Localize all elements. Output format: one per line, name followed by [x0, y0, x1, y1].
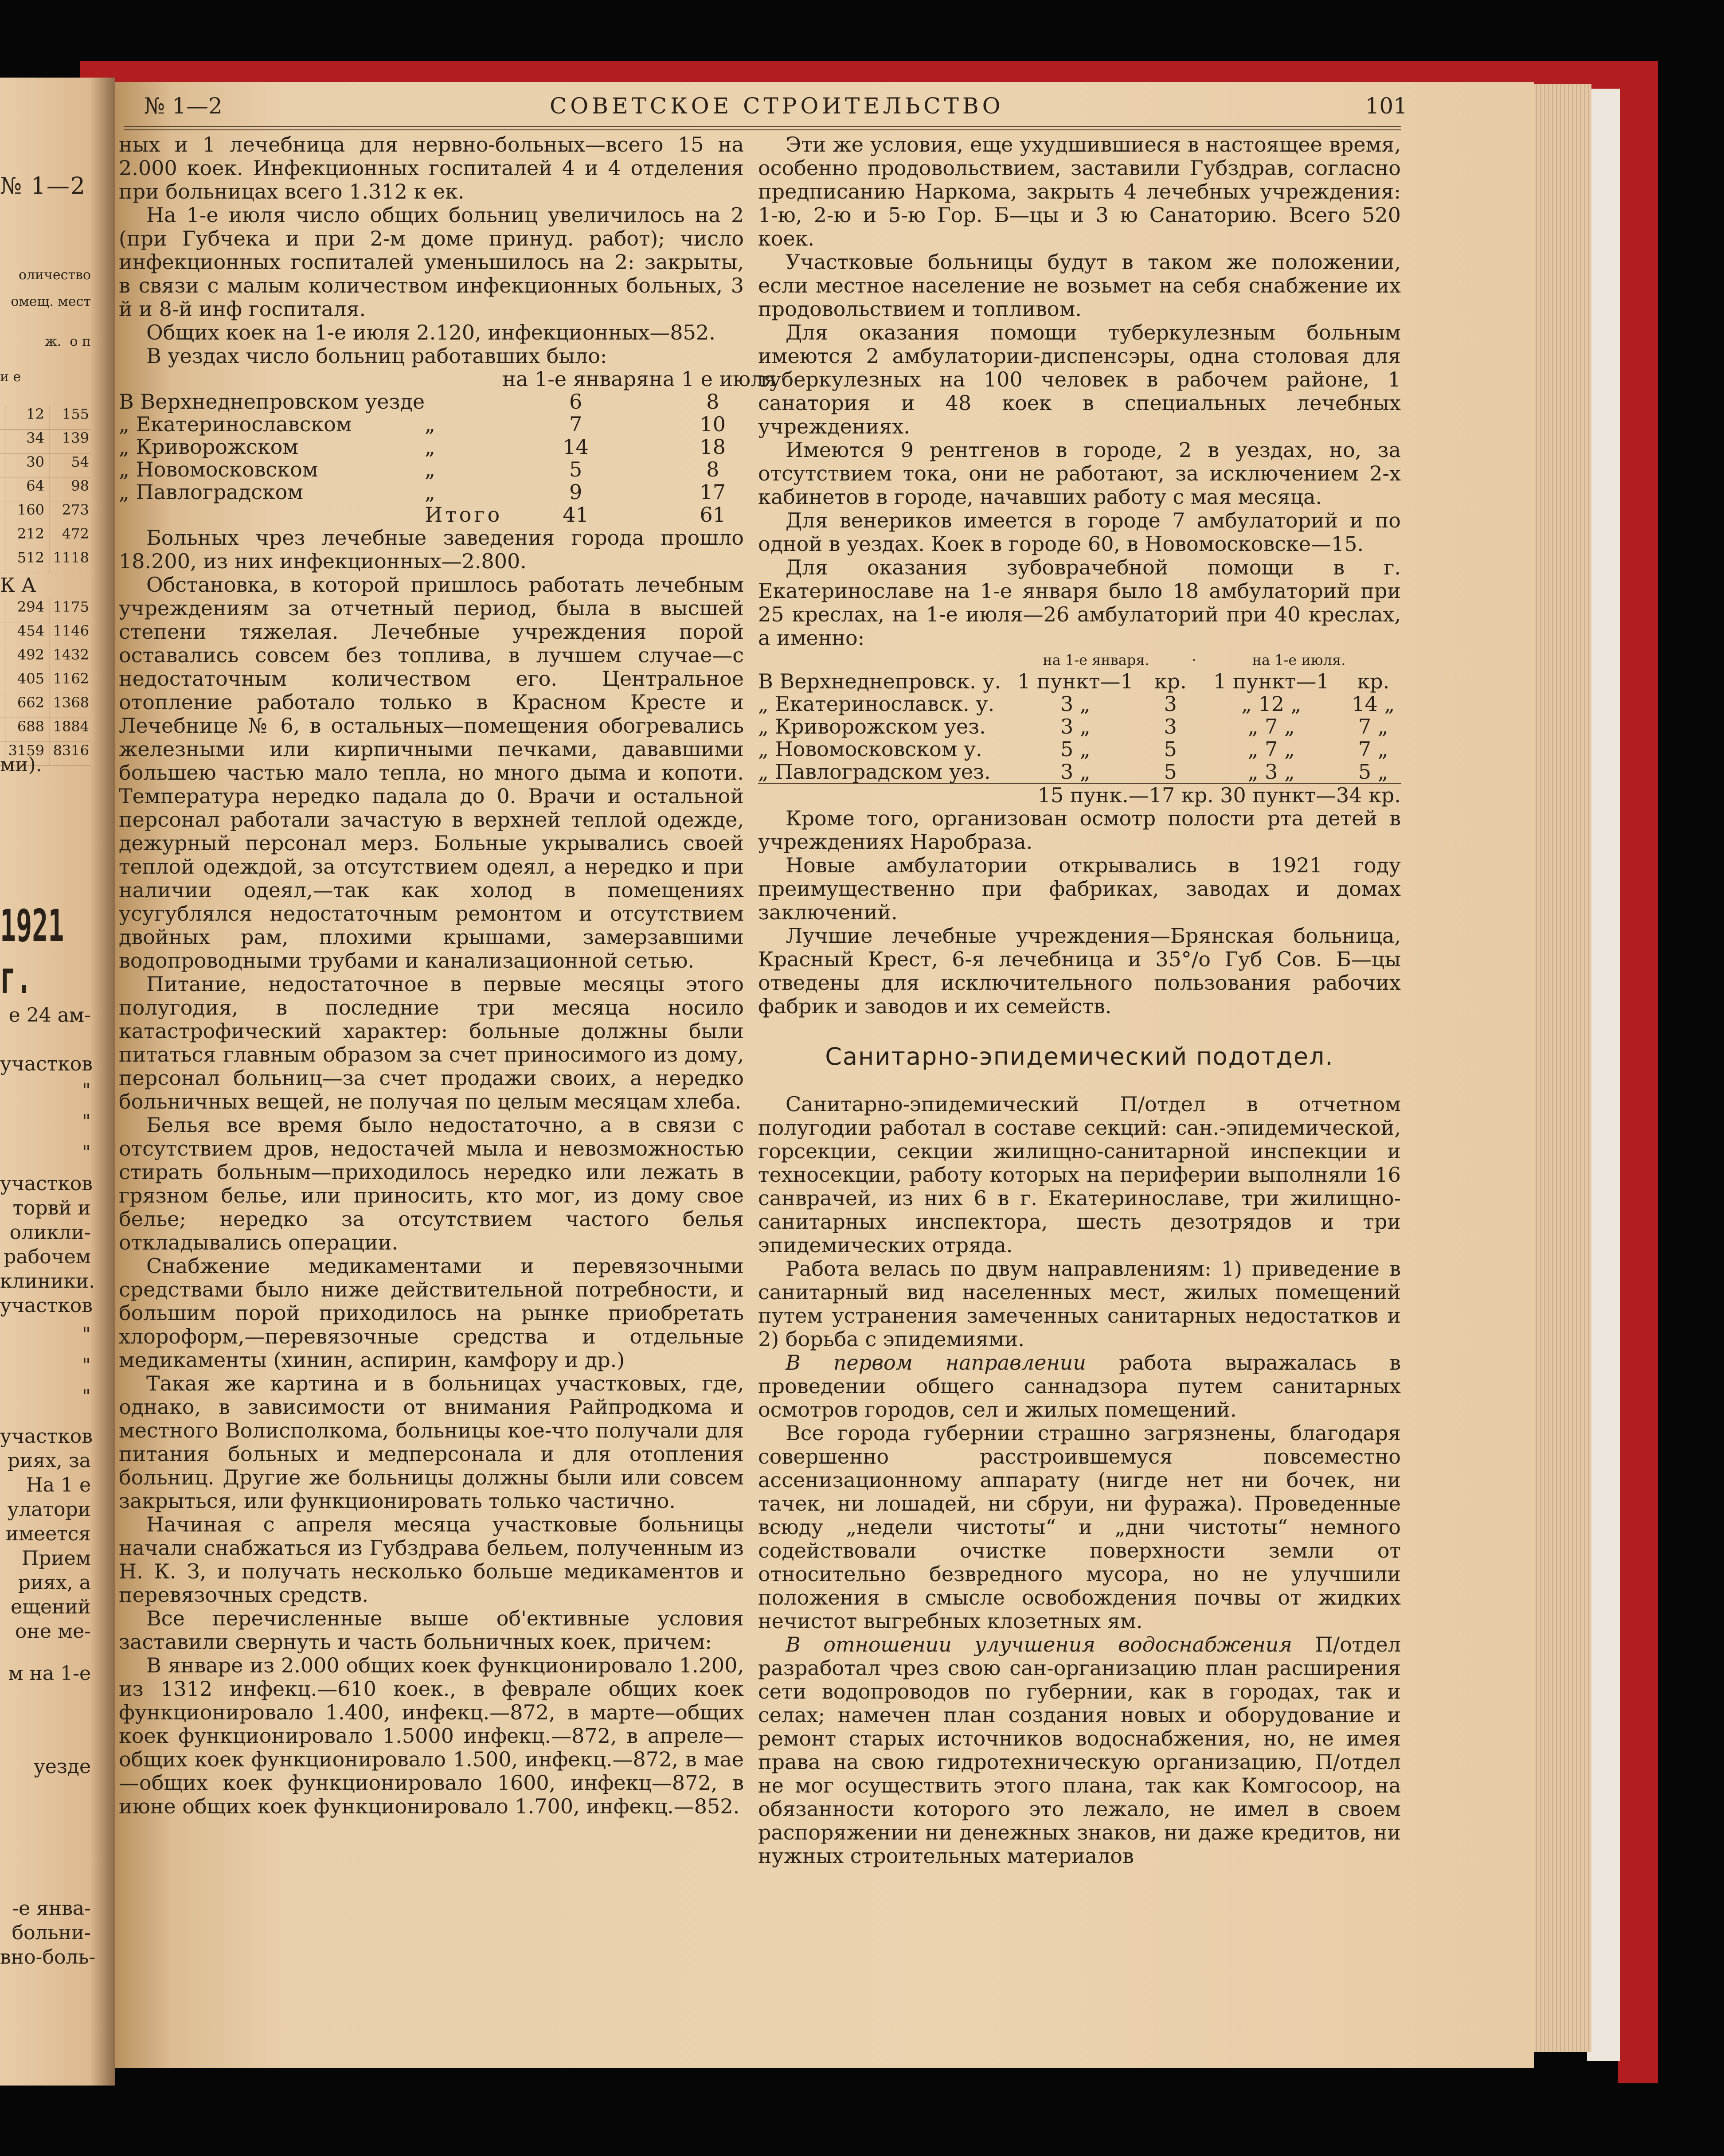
- paragraph: Участковые больницы будут в таком же положении, если местное население не возьмет на себя снабжение их продовольствием и топливом.: [758, 250, 1401, 321]
- lp-fragment: вно-боль-: [0, 1946, 96, 1969]
- total-cell: 15 пунк.—17 кр. 30 пункт—34 кр.: [758, 784, 1401, 807]
- paragraph-text: П/отдел разработал чрез свою сан-организацию план расширения сети водопроводов по губернии, как в городах, так и селах; намечен план создания новых и оборудование и ремонт старых источников водоснабжения, но, не имея права на свою гидротехническую организацию, П/отдел не мог осуществить этого плана, так как Комгосоор, на обязанности которого это лежало, не имел в своем распоряжении ни денежных знаков, ни даже кредитов, ни нужных строительных материалов: [758, 1633, 1401, 1868]
- lp-fragment: оне ме-: [15, 1620, 91, 1643]
- lp-fragment: больни-: [12, 1922, 91, 1944]
- table-row: 454 1146: [0, 622, 91, 646]
- column-divider: ·: [1192, 652, 1196, 668]
- lp-fragment: ми).: [0, 754, 42, 776]
- table-row: 294 1175: [0, 598, 91, 622]
- district-name: „ Криворожском уез.: [758, 715, 986, 738]
- hospitals-by-district-table: [119, 368, 776, 526]
- lp-fragment: торвй и: [12, 1197, 91, 1219]
- paragraph: Обстановка, в которой пришлось работать лечебным учреждениям за отчетный период, была в высшей степени тяжелая. Лечебные учреждения порой оставались совсем без топлива, в лучшем случае—с недостаточным количеством его. Центральное отопление работало только в Красном Кресте и Лечебнице № 6, в остальных—помещения обогревались железными или кирпичными печками, дававшими большею частью мало тепла, но много дыма и копоти. Температура нередко падала до 0. Врачи и остальной персонал работали зачастую в верхней теплой одежде, дежурный персонал мерз. Больные укрывались своей теплой одеждой, за отсутствием одеял, а нередко и при наличии одеял,—так как холод в помещениях усугублялся недостаточным ремонтом и отсутствием двойных рам, плохими крышами, замерзавшими водопроводными трубами и канализационной сетью.: [119, 573, 744, 973]
- paragraph: В уездах число больниц работавших было:: [146, 344, 607, 368]
- paragraph: Для оказания помощи туберкулезным больным имеются 2 амбулатории-диспенсэры, одна столовая для туберкулезных на 100 человек в рабочем районе, 1 санатория и 48 коек в специальных лечебных учреждениях.: [758, 320, 1401, 438]
- column-header: на 1 е июля: [649, 367, 777, 391]
- table-row: [758, 761, 1401, 784]
- paragraph: Больных чрез лечебные заведения города прошло 18.200, из них инфекционных—2.800.: [119, 526, 744, 573]
- table-row: [758, 693, 1401, 715]
- lp-fragment: имеется: [5, 1523, 91, 1545]
- table-row: [119, 413, 776, 436]
- lp-fragment: ещений: [11, 1596, 91, 1618]
- lp-fragment: участков: [0, 1053, 93, 1075]
- previous-page-header: № 1—2: [0, 173, 86, 199]
- paragraph: Санитарно-эпидемический П/отдел в отчетном полугодии работал в составе секций: сан.-эпидемической, горсекции, секции жилищно-санитарной инспекции и техносекции, работу которых на периферии выполняли 16 санврачей, из них 6 в г. Екатеринославе, три жилищно-санитарных инспектора, шесть дезотрядов и три эпидемических отряда.: [758, 1092, 1401, 1257]
- table-cell: 8: [706, 390, 719, 414]
- paragraph: Работа велась по двум направлениям: 1) приведение в санитарный вид населенных мест, жилых помещений путем устранения замеченных санитарных недостатков и 2) борьба с эпидемиями.: [758, 1257, 1401, 1351]
- table-row: 12 155: [0, 406, 91, 430]
- column-header: на 1-е июля.: [1252, 652, 1346, 668]
- table-row: 30 54: [0, 453, 91, 477]
- table-cell: 8: [706, 457, 719, 481]
- lp-year-heading: 1921 г.: [0, 900, 64, 1004]
- table-cell: 3: [1164, 715, 1177, 738]
- total-label: Итого: [425, 503, 503, 527]
- table-cell: 18: [700, 435, 726, 459]
- table-total-row: [119, 504, 776, 526]
- table-row: 212 472: [0, 525, 91, 549]
- table-cell: 14: [563, 435, 589, 459]
- italic-lead: В отношении улучшения водоснабжения: [786, 1633, 1293, 1656]
- page-header: [144, 89, 1407, 124]
- lp-fragment: участков: [0, 1294, 93, 1317]
- table-row: [758, 715, 1401, 738]
- district-name: В Верхнеднепровском уезде: [119, 390, 425, 414]
- table-cell: 7 „: [1358, 737, 1388, 761]
- paragraph: Снабжение медикаментами и перевязочными средствами было ниже действительной потребности, и большим порой приходилось на рынке приобретать хлороформ,—перевязочные средства и отдельные медикаменты (хинин, аспирин, камфору и др.): [119, 1254, 744, 1372]
- table-cell: „ 12 „: [1241, 692, 1302, 716]
- table-cell: 6: [569, 390, 582, 414]
- lp-fragment: оликли-: [9, 1221, 91, 1244]
- paper-block-edge: [1587, 89, 1620, 2061]
- lp-table-mid: К А: [0, 574, 36, 597]
- lp-fragment: ": [82, 1323, 91, 1346]
- table-row: 512 1118: [0, 549, 91, 573]
- lp-fragment: участков: [0, 1172, 93, 1195]
- lp-fragment: улатори: [7, 1498, 91, 1521]
- paragraph: Белья все время было недостаточно, а в связи с отсутствием дров, недостачей мыла и невозможностью стирать больным—приходилось нередко или лежать в грязном белье, или приносить, кто мог, из дому свое белье; нередко за отсутствием частого белья откладывались операции.: [119, 1113, 744, 1254]
- ditto-mark: „: [425, 480, 436, 504]
- paragraph: Все города губернии страшно загрязнены, благодаря совершенно расстроившемуся повсеместно ассенизационному аппарату (нигде нет ни бочек, ни тачек, ни лошадей, ни сбруи, ни фуража). Проведенные всюду „недели чистоты“ и „дни чистоты“ немного содействовали очистке поверхности земли от относительно безвредного мусора, но не улучшили положения в смысле освобождения почвы от жидких нечистот выгребных клозетных ям.: [758, 1421, 1401, 1633]
- district-name: „ Павлоградском: [119, 480, 304, 504]
- paragraph: [758, 1351, 1401, 1422]
- table-row: 160 273: [0, 501, 91, 525]
- lp-fragment: риях, за: [7, 1449, 91, 1472]
- lp-fragment: участков: [0, 1425, 93, 1448]
- lp-fragment: ": [82, 1385, 91, 1408]
- district-name: „ Павлоградском уез.: [758, 760, 991, 784]
- table-cell: кр.: [1154, 669, 1187, 693]
- section-heading: Санитарно-эпидемический подотдел.: [825, 1043, 1334, 1070]
- lp-fragment: На 1 е: [26, 1474, 91, 1496]
- table-row: 492 1432: [0, 646, 91, 670]
- district-name: В Верхнеднепровск. у.: [758, 669, 1001, 693]
- paragraph: Питание, недостаточное в первые месяцы этого полугодия, в последние три месяца носило катастрофический характер: больные должны были питаться главным образом за счет приносимого из дому, персонал больниц—за счет продажи своих, а нередко больничных вещей, не получая по целым месяцам хлеба.: [119, 972, 744, 1113]
- paragraph: Для венериков имеется в городе 7 амбулаторий и по одной в уездах. Коек в городе 60, в Новомосковске—15.: [758, 508, 1401, 556]
- lp-fragment: риях, а: [18, 1571, 91, 1594]
- lp-fragment: клиники.: [0, 1270, 95, 1293]
- table-cell: 3 „: [1060, 692, 1091, 716]
- lp-fragment: ": [82, 1354, 91, 1377]
- lp-fragment: м на 1-е: [8, 1662, 91, 1685]
- lp-fragment: е 24 ам-: [8, 1004, 91, 1027]
- paragraph: На 1-е июля число общих больниц увеличилось на 2 (при Губчека и при 2-м доме принуд. работ); число инфекционных госпиталей уменьшилось на 2: закрыты, в связи с малым количеством инфекционных больных, 3 й и 8-й инф госпиталя.: [119, 203, 744, 321]
- lp-table-2: [0, 598, 91, 766]
- table-row: [119, 391, 776, 413]
- table-row: 688 1884: [0, 718, 91, 742]
- lp-fragment: Прием: [21, 1547, 91, 1570]
- ditto-mark: „: [425, 412, 436, 436]
- paragraph: Кроме того, организован осмотр полости рта детей в учреждениях Наробраза.: [758, 806, 1401, 854]
- table-cell: 17: [700, 480, 726, 504]
- table-cell: 5 „: [1060, 737, 1091, 761]
- ditto-mark: [425, 391, 502, 413]
- table-cell: 5: [1164, 737, 1177, 761]
- table-row: 3159 8316: [0, 742, 91, 766]
- lp-table-head: ж. о п: [45, 334, 91, 349]
- table-total-row: [758, 784, 1401, 807]
- paragraph: Общих коек на 1-е июля 2.120, инфекционных—852.: [146, 320, 715, 344]
- paragraph: Такая же картина и в больницах участковых, где, однако, в зависимости от внимания Райпродкома и местного Волисполкома, больницы кое-что получали для питания больных и медперсонала и для отопления больниц. Другие же больницы должны были или совсем закрыться, или функционировать только частично.: [119, 1371, 744, 1513]
- district-name: „ Криворожском: [119, 435, 299, 459]
- lp-fragment: -е янва-: [12, 1897, 91, 1920]
- table-row: [119, 481, 776, 504]
- total-cell: 61: [700, 503, 726, 527]
- paragraph: Имеются 9 рентгенов в городе, 2 в уездах, но, за отсутствием тока, они не работают, за исключением 2-х кабинетов в городе, начавших работу с мая месяца.: [758, 438, 1401, 509]
- table-row: 405 1162: [0, 670, 91, 694]
- table-cell: 5: [569, 457, 582, 481]
- table-cell: 1 пункт—1: [1017, 669, 1134, 693]
- dental-clinics-table: [758, 650, 1401, 807]
- table-cell: 3: [1164, 692, 1177, 716]
- lp-fragment: ": [82, 1141, 91, 1164]
- issue-number: № 1—2: [144, 93, 223, 119]
- table-cell: 14 „: [1352, 692, 1395, 716]
- table-cell: „ 3 „: [1247, 760, 1295, 784]
- table-row: [119, 458, 776, 481]
- table-row: [758, 738, 1401, 761]
- right-text-column: [758, 133, 1401, 1868]
- left-text-column: [119, 133, 777, 1818]
- italic-lead: В первом направлении: [786, 1351, 1087, 1375]
- column-header: на 1-е января: [502, 367, 649, 391]
- binding-cover-right: [1618, 62, 1658, 2083]
- lp-table-head: омещ. мест: [11, 294, 91, 309]
- lp-table-head: и е: [0, 369, 21, 385]
- lp-fragment: рабочем: [4, 1246, 91, 1268]
- journal-title: СОВЕТСКОЕ СТРОИТЕЛЬСТВО: [550, 93, 1004, 119]
- lp-fragment: уезде: [33, 1755, 91, 1778]
- table-header-row: [758, 650, 1401, 670]
- lp-table-1: [0, 406, 91, 573]
- table-cell: 7 „: [1358, 715, 1388, 738]
- paragraph: Для оказания зубоврачебной помощи в г. Екатеринославе на 1-е января было 18 амбулаторий при 25 креслах, на 1-е июля—26 амбулаторий при 40 креслах, а именно:: [758, 555, 1401, 650]
- paragraph: ных и 1 лечебница для нервно-больных—всего 15 на 2.000 коек. Инфекционных госпиталей 4 и 4 отделения при больницах всего 1.312 к ек.: [119, 133, 744, 203]
- paragraph: В январе из 2.000 общих коек функционировало 1.200, из 1312 инфекц.—610 коек., в феврале общих коек функционировало 1.400, инфекц.—872, в марте—общих коек функционировало 1.5000 инфекц.—872, в апреле—общих коек функционировало 1.500, инфекц.—872, в мае—общих коек функционировало 1600, инфекц—872, в июне общих коек функционировало 1.700, инфекц.—852.: [119, 1653, 744, 1818]
- table-cell: 10: [700, 412, 726, 436]
- district-name: „ Екатеринославск. у.: [758, 692, 995, 716]
- column-header: на 1-е января.: [1043, 652, 1149, 668]
- paragraph: Новые амбулатории открывались в 1921 году преимущественно при фабриках, заводах и домах заключений.: [758, 853, 1401, 924]
- table-cell: 5 „: [1358, 760, 1388, 784]
- ditto-mark: „: [425, 435, 436, 459]
- paragraph: Эти же условия, еще ухудшившиеся в настоящее время, особенно продовольствием, заставили Губздрав, согласно предписанию Наркома, закрыть 4 лечебных учреждения: 1-ю, 2-ю и 5-ю Гор. Б—цы и 3 ю Санаторию. Всего 520 коек.: [758, 133, 1401, 250]
- table-cell: 5: [1164, 760, 1177, 784]
- paragraph: Все перечисленные выше об'ективные условия заставили свернуть и часть больничных коек, причем:: [119, 1606, 744, 1654]
- ditto-mark: „: [425, 457, 436, 481]
- table-header-row: [119, 368, 776, 391]
- lp-fragment: ": [82, 1110, 91, 1133]
- table-row: 34 139: [0, 430, 91, 453]
- previous-page-fragment: [0, 78, 115, 2086]
- table-cell: 3 „: [1060, 760, 1091, 784]
- lp-table-head: оличество: [18, 267, 91, 283]
- table-row: 64 98: [0, 477, 91, 501]
- header-rule: [124, 126, 1401, 130]
- total-cell: 41: [563, 503, 589, 527]
- table-row: [758, 670, 1401, 693]
- district-name: „ Екатеринославском: [119, 412, 352, 436]
- paragraph-text: работа выражалась в проведении общего саннадзора путем санитарных осмотров городов, сел и жилых помещений.: [758, 1351, 1401, 1422]
- table-cell: кр.: [1357, 669, 1390, 693]
- page-number: 101: [1365, 93, 1407, 119]
- page-stack-edges: [1529, 84, 1591, 2052]
- table-row: [119, 436, 776, 458]
- table-cell: 9: [569, 480, 582, 504]
- district-name: „ Новомосковском: [119, 457, 318, 481]
- table-cell: 7: [569, 412, 582, 436]
- table-cell: 1 пункт—1: [1213, 669, 1329, 693]
- district-name: „ Новомосковском у.: [758, 737, 982, 761]
- table-row: 662 1368: [0, 694, 91, 718]
- table-cell: „ 7 „: [1247, 715, 1295, 738]
- table-cell: „ 7 „: [1247, 737, 1295, 761]
- table-cell: 3 „: [1060, 715, 1091, 738]
- paragraph: [758, 1633, 1401, 1868]
- paragraph: Начиная с апреля месяца участковые больницы начали снабжаться из Губздрава бельем, полученным из Н. К. З, и получать несколько больше медикаментов и перевязочных средств.: [119, 1512, 744, 1607]
- paragraph: Лучшие лечебные учреждения—Брянская больница, Красный Крест, 6-я лечебница и 35°/о Губ Сов. Б—цы отведены для исключительного пользования рабочих фабрик и заводов и их семейств.: [758, 924, 1401, 1018]
- lp-fragment: ": [82, 1079, 91, 1102]
